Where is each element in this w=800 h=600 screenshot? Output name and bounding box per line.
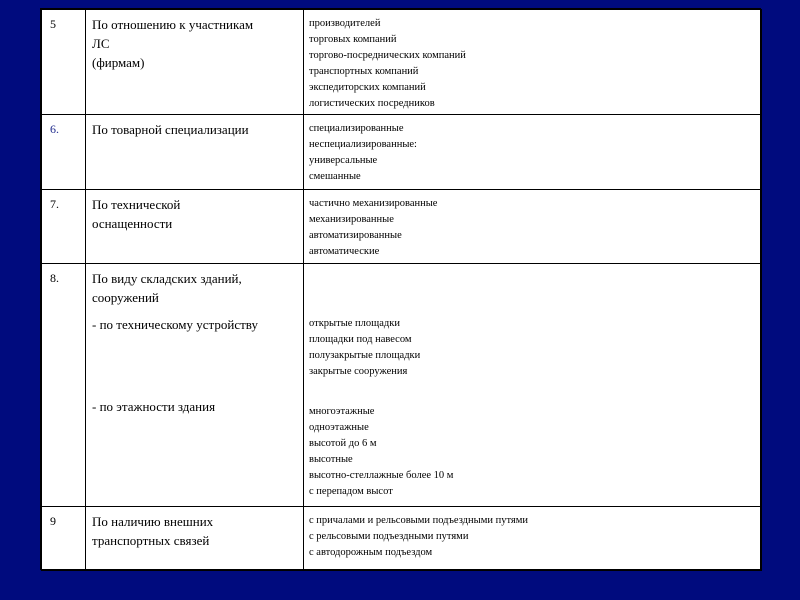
values-cell [304,115,762,190]
criterion-cell [86,264,304,507]
value-item: с автодорожным подъездом [309,547,433,558]
criterion-line: По технической [92,197,181,212]
value-item: автоматические [309,246,380,257]
value-item: автоматизированные [309,230,402,241]
value-item: транспортных компаний [309,66,419,77]
table-row [42,264,762,507]
criterion-cell [86,115,304,190]
row-number: 6. [42,115,86,190]
table-row [42,115,762,190]
values-cell [304,507,762,571]
criterion-line: (фирмам) [92,55,145,70]
value-item: площадки под навесом [309,334,412,345]
value-item: одноэтажные [309,422,369,433]
criterion-line: По товарной специализации [92,122,249,137]
value-item: высотно-стеллажные более 10 м [309,470,454,481]
value-item: частично механизированные [309,198,438,209]
value-item: неспециализированные: [309,139,417,150]
value-item: торгово-посреднических компаний [309,50,466,61]
value-item: смешанные [309,171,361,182]
criterion-cell [86,507,304,571]
value-item: полузакрытые площадки [309,350,421,361]
value-item: логистических посредников [309,98,435,109]
value-item: с причалами и рельсовыми подъездными путями [309,515,528,526]
table-row [42,10,762,115]
classification-table [41,9,762,571]
row-number: 7. [42,190,86,264]
value-item: универсальные [309,155,378,166]
value-item: высотные [309,454,353,465]
values-cell [304,264,762,507]
criterion-line: По наличию внешних [92,514,214,529]
table-row [42,507,762,571]
criterion-cell [86,10,304,115]
value-item: высотой до 6 м [309,438,377,449]
table-row [42,190,762,264]
row-number: 5 [42,10,86,115]
value-item: с перепадом высот [309,486,393,497]
row-number: 8. [42,264,86,507]
criterion-cell [86,190,304,264]
criterion-line: сооружений [92,290,159,305]
value-item: торговых компаний [309,34,397,45]
criterion-line: ЛС [92,36,110,51]
value-item: специализированные [309,123,404,134]
value-item: открытые площадки [309,318,400,329]
criterion-line: транспортных связей [92,533,210,548]
slide [40,8,761,570]
value-item: многоэтажные [309,406,375,417]
value-item: с рельсовыми подъездными путями [309,531,469,542]
row-number: 9 [42,507,86,571]
subcriterion-technical: - по техническому устройству [92,317,258,332]
value-item: механизированные [309,214,394,225]
value-item: экспедиторских компаний [309,82,426,93]
criterion-line: По отношению к участникам [92,17,254,32]
values-cell [304,10,762,115]
criterion-line: оснащенности [92,216,173,231]
values-cell [304,190,762,264]
subcriterion-floors: - по этажности здания [92,399,216,414]
criterion-line: По виду складских зданий, [92,271,242,286]
value-item: закрытые сооружения [309,366,408,377]
value-item: производителей [309,18,381,29]
